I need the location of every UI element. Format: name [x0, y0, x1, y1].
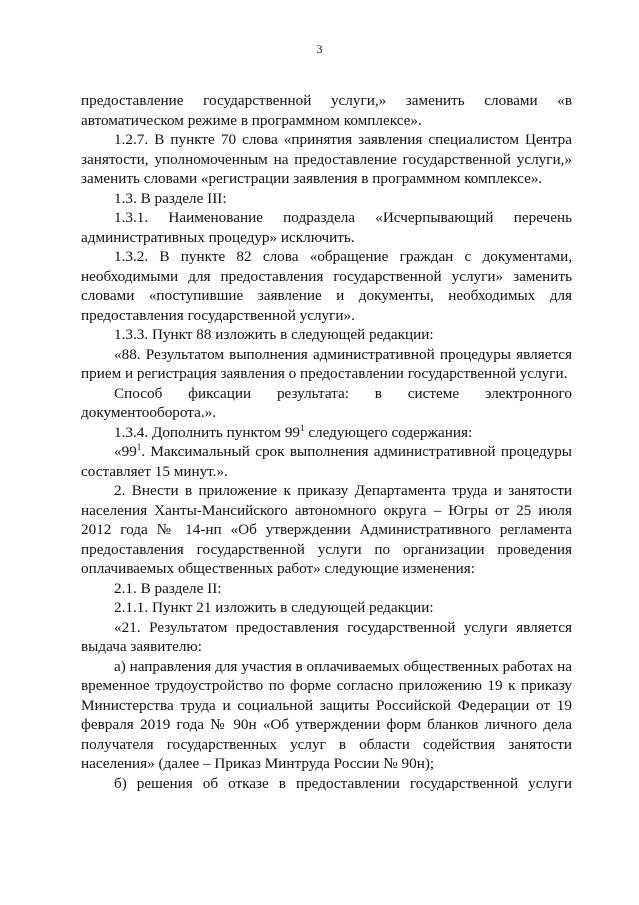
- paragraph-1-3-4-text: 1.3.4. Дополнить пунктом 99: [114, 423, 301, 441]
- paragraph-2-1: 2.1. В разделе II:: [114, 579, 222, 597]
- document-body: [81, 91, 572, 793]
- paragraph-1-2-7: 1.2.7. В пункте 70 слова «принятия заявления специалистом Центра занятости, уполномоченным на предоставление государственной услуги,» заменить словами «регистрации заявления в программном комплексе».: [81, 131, 572, 187]
- paragraph-subitem-b: б) решения об отказе в предоставлении государственной услуги: [114, 774, 572, 792]
- paragraph-2-1-1: 2.1.1. Пункт 21 изложить в следующей редакции:: [114, 599, 434, 616]
- paragraph-1-3-3: 1.3.3. Пункт 88 изложить в следующей редакции:: [114, 326, 434, 343]
- paragraph-2: 2. Внести в приложение к приказу Департамента труда и занятости населения Ханты-Мансийского автономного округа – Югры от 25 июля 2012 года № 14-нп «Об утверждении Административного регламента предоставления государственной услуги по организации проведения оплачиваемых общественных работ» следующие изменения:: [81, 482, 572, 577]
- paragraph-1-3-4-tail: следующего содержания:: [304, 423, 473, 441]
- paragraph-item-99-1-text: «99: [114, 443, 137, 460]
- paragraph-subitem-a: а) направления для участия в оплачиваемых общественных работах на временное трудоустройство по форме согласно приложению 19 к приказу Министерства труда и социальной защиты Российской Федерации от 19 февраля 2019 года № 90н «Об утверждении форм бланков личного дела получателя государственных услуг в области содействия занятости населения» (далее – Приказ Минтруда России № 90н);: [81, 657, 572, 772]
- paragraph-item-88: «88. Результатом выполнения административной процедуры является прием и регистрация заявления о предоставлении государственной услуги.: [81, 345, 572, 382]
- paragraph-1-3: 1.3. В разделе III:: [114, 189, 227, 207]
- superscript: 1: [136, 441, 142, 452]
- paragraph-1-3-2: 1.3.2. В пункте 82 слова «обращение граждан с документами, необходимыми для предоставления государственной услуги» заменить словами «поступившие заявление и документы, необходимых для предоставления государственной услуги».: [81, 248, 572, 324]
- paragraph-fixation-method: Способ фиксации результата: в системе электронного документооборота.».: [81, 384, 572, 421]
- paragraph-1-3-4: [81, 423, 572, 443]
- paragraph-item-99-1: [81, 442, 572, 481]
- paragraph-1-3-1: 1.3.1. Наименование подраздела «Исчерпывающий перечень административных процедур» исключить.: [81, 209, 572, 246]
- superscript: 1: [300, 422, 305, 433]
- page-number: 3: [316, 42, 323, 56]
- paragraph-item-99-1-tail: . Максимальный срок выполнения административной процедуры составляет 15 минут.».: [81, 443, 572, 480]
- paragraph-continuation: предоставление государственной услуги,» заменить словами «в автоматическом режиме в программном комплексе».: [81, 92, 572, 129]
- paragraph-item-21: «21. Результатом предоставления государственной услуги является выдача заявителю:: [81, 618, 572, 655]
